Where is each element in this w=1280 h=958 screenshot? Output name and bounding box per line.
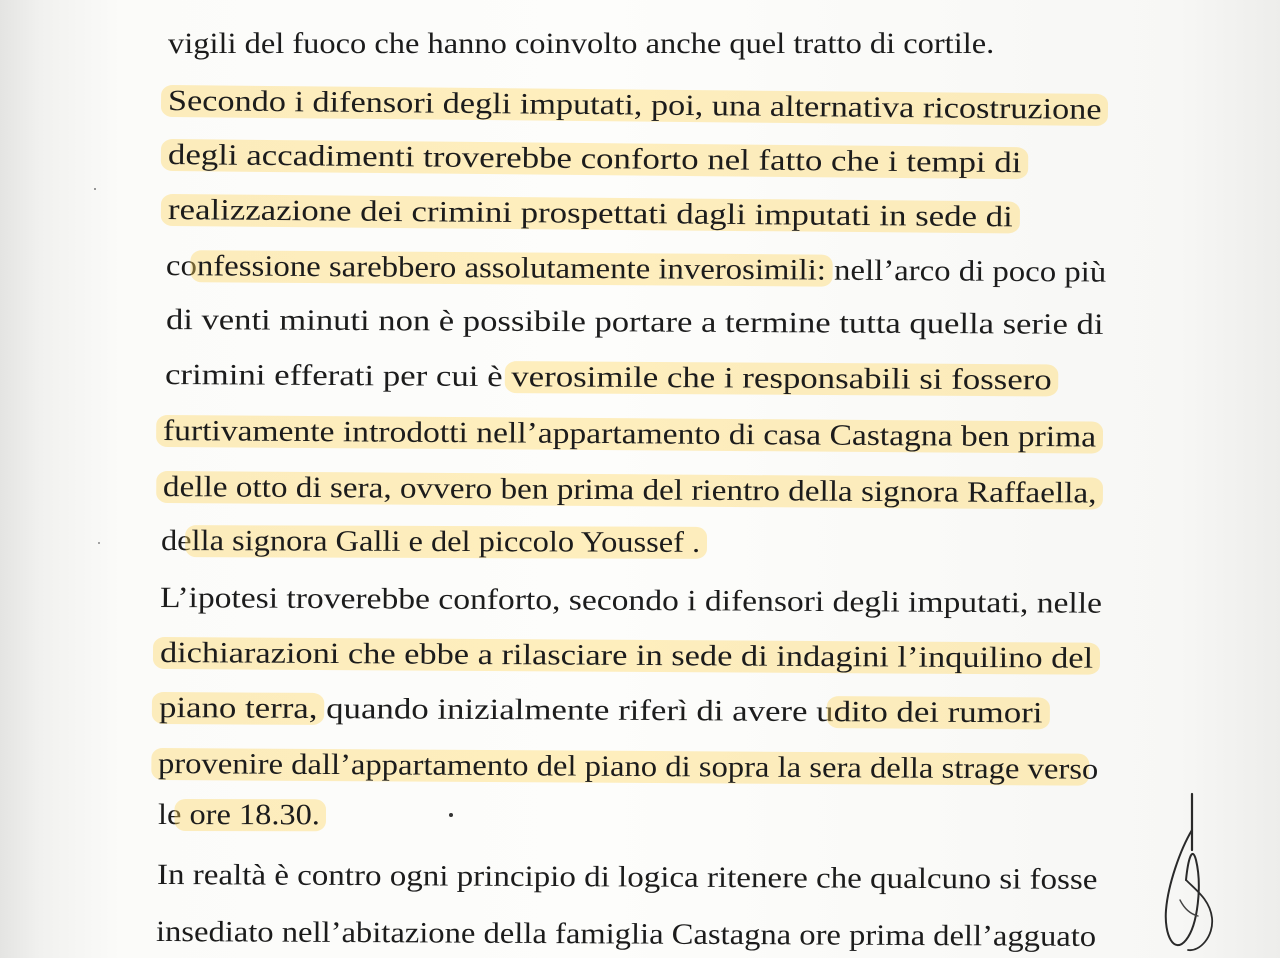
text-line (159, 690, 1043, 731)
text-segment: crimini efferati per cui è (164, 359, 512, 394)
highlighted-text: delle otto di sera, ovvero ben prima del rientro della signora Raffaella, (156, 471, 1103, 510)
stray-dot-mark (94, 188, 96, 190)
highlighted-text: provenire dall’appartamento del piano di sopra la sera della strage vers (151, 748, 1088, 786)
highlighted-text: verosimile che i responsabili si fossero (504, 361, 1059, 396)
text-line (158, 797, 320, 833)
highlighted-text: lla signora Galli e del piccolo Youssef . (185, 525, 707, 559)
highlighted-text: realizzazione dei crimini prospettati dagli imputati in sede di (161, 194, 1020, 233)
stray-dot-mark (98, 542, 100, 544)
text-line (163, 413, 1096, 456)
text-line (160, 635, 1093, 677)
text-line (168, 137, 1022, 181)
text-line (166, 302, 1104, 343)
text-line (166, 248, 1106, 291)
highlighted-text: furtivamente introdotti nell’appartamento di casa Castagna ben prima (156, 415, 1103, 454)
highlighted-text: ore 18.30. (175, 799, 327, 831)
text-segment: o (1081, 753, 1099, 786)
text-line (161, 523, 700, 561)
text-segment: de (160, 525, 192, 558)
text-segment: quando inizialmente riferì di avere u (317, 692, 834, 729)
text-line (168, 192, 1013, 235)
stray-dot-mark (449, 813, 453, 817)
text-line (168, 26, 994, 62)
highlighted-text: dito dei rumori (826, 696, 1049, 729)
text-line (160, 580, 1102, 622)
text-segment: In realtà è contro ogni principio di logica ritenere che qualcuno si fosse (156, 859, 1098, 896)
text-segment: insediato nell’abitazione della famiglia Castagna ore prima dell’agguato (155, 916, 1097, 953)
highlighted-text: degli accadimenti troverebbe conforto nel fatto che i tempi di (161, 139, 1029, 179)
text-line (158, 746, 1098, 788)
highlighted-text: nfessione sarebbero assolutamente inverosimili: (190, 250, 833, 286)
text-line (157, 857, 1098, 898)
text-segment: le (157, 799, 182, 832)
text-segment: L’ipotesi troverebbe conforto, secondo i difensori degli imputati, nelle (159, 582, 1103, 620)
text-line (168, 83, 1102, 128)
highlighted-text: piano terra, (152, 692, 325, 725)
handwritten-signature-icon (1140, 790, 1230, 958)
text-line (165, 357, 1052, 398)
text-segment: nell’arco di poco più (825, 254, 1107, 289)
highlighted-text: Secondo i difensori degli imputati, poi, una alternativa ricostruzione (161, 85, 1109, 126)
text-line (156, 914, 1096, 955)
text-segment: co (165, 250, 198, 283)
highlighted-text: dichiarazioni che ebbe a rilasciare in sede di indagini l’inquilino del (153, 637, 1100, 675)
text-segment: vigili del fuoco che hanno coinvolto anche quel tratto di cortile. (168, 28, 995, 60)
text-segment: di venti minuti non è possibile portare a termine tutta quella serie di (165, 304, 1104, 341)
text-line (163, 469, 1097, 512)
